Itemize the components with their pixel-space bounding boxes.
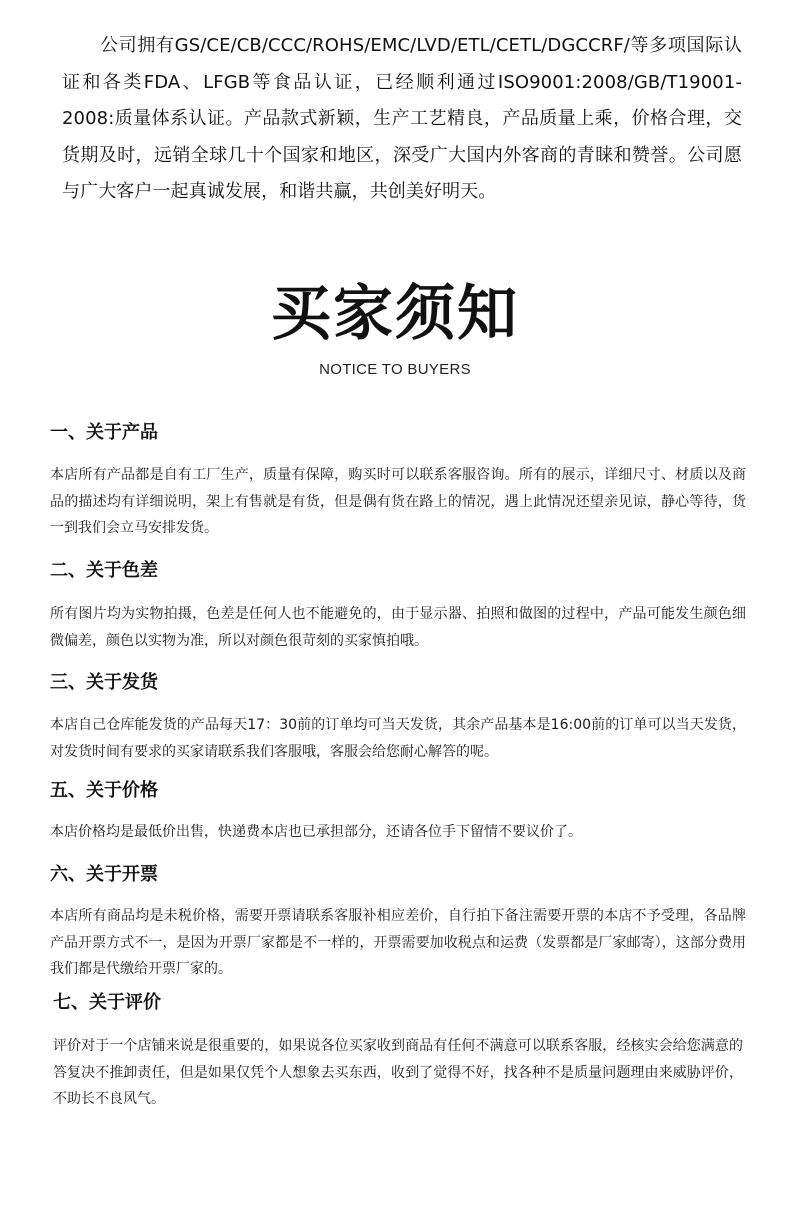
company-intro-text: 公司拥有GS/CE/CB/CCC/ROHS/EMC/LVD/ETL/CETL/DGCCRF/等多项国际认证和各类FDA、LFGB等食品认证，已经顺利通过ISO9001:2008/GB/T19001-2008:质量体系认证。产品款式新颖，生产工艺精良，产品质量上乘，价格合理，交货期及时，远销全球几十个国家和地区，深受广大国内外客商的青睐和赞誉。公司愿与广大客户一起真诚发展，和谐共赢，共创美好明天。 — [62, 35, 742, 202]
section-reviews — [53, 991, 743, 1113]
section-shipping — [50, 671, 746, 765]
section-body: 本店价格均是最低价出售，快递费本店也已承担部分，还请各位手下留情不要议价了。 — [50, 824, 582, 840]
section-invoice — [50, 863, 746, 983]
section-products — [50, 421, 746, 542]
notice-title-block — [0, 278, 790, 380]
company-intro — [62, 28, 742, 211]
section-body: 所有图片均为实物拍摄，色差是任何人也不能避免的，由于显示器、拍照和做图的过程中，产品可能发生颜色细微偏差，颜色以实物为准，所以对颜色很苛刻的买家慎拍哦。 — [50, 606, 746, 649]
section-heading: 五、关于价格 — [50, 780, 158, 801]
section-body: 本店自己仓库能发货的产品每天17：30前的订单均可当天发货，其余产品基本是16:00前的订单可以当天发货，对发货时间有要求的买家请联系我们客服哦，客服会给您耐心解答的呢。 — [50, 717, 746, 760]
section-body: 评价对于一个店铺来说是很重要的，如果说各位买家收到商品有任何不满意可以联系客服，经核实会给您满意的答复决不推卸责任，但是如果仅凭个人想象去买东西，收到了觉得不好，找各种不是质量问题理由来威胁评价，不助长不良风气。 — [53, 1038, 743, 1107]
section-heading: 三、关于发货 — [50, 672, 158, 693]
section-body: 本店所有产品都是自有工厂生产，质量有保障，购买时可以联系客服咨询。所有的展示，详细尺寸、材质以及商品的描述均有详细说明，架上有售就是有货，但是偶有货在路上的情况，遇上此情况还望亲见谅，静心等待，货一到我们会立马安排发货。 — [50, 467, 746, 536]
section-body: 本店所有商品均是未税价格，需要开票请联系客服补相应差价，自行拍下备注需要开票的本店不予受理，各品牌产品开票方式不一，是因为开票厂家都是不一样的，开票需要加收税点和运费（发票都是厂家邮寄），这部分费用我们都是代缴给开票厂家的。 — [50, 908, 746, 977]
section-heading: 六、关于开票 — [50, 864, 158, 885]
section-heading: 一、关于产品 — [50, 422, 158, 443]
section-color-difference — [50, 559, 746, 654]
section-price — [50, 779, 746, 846]
section-heading: 七、关于评价 — [53, 992, 161, 1013]
page-subtitle: NOTICE TO BUYERS — [319, 361, 471, 378]
page-title: 买家须知 — [271, 279, 519, 349]
section-heading: 二、关于色差 — [50, 560, 158, 581]
